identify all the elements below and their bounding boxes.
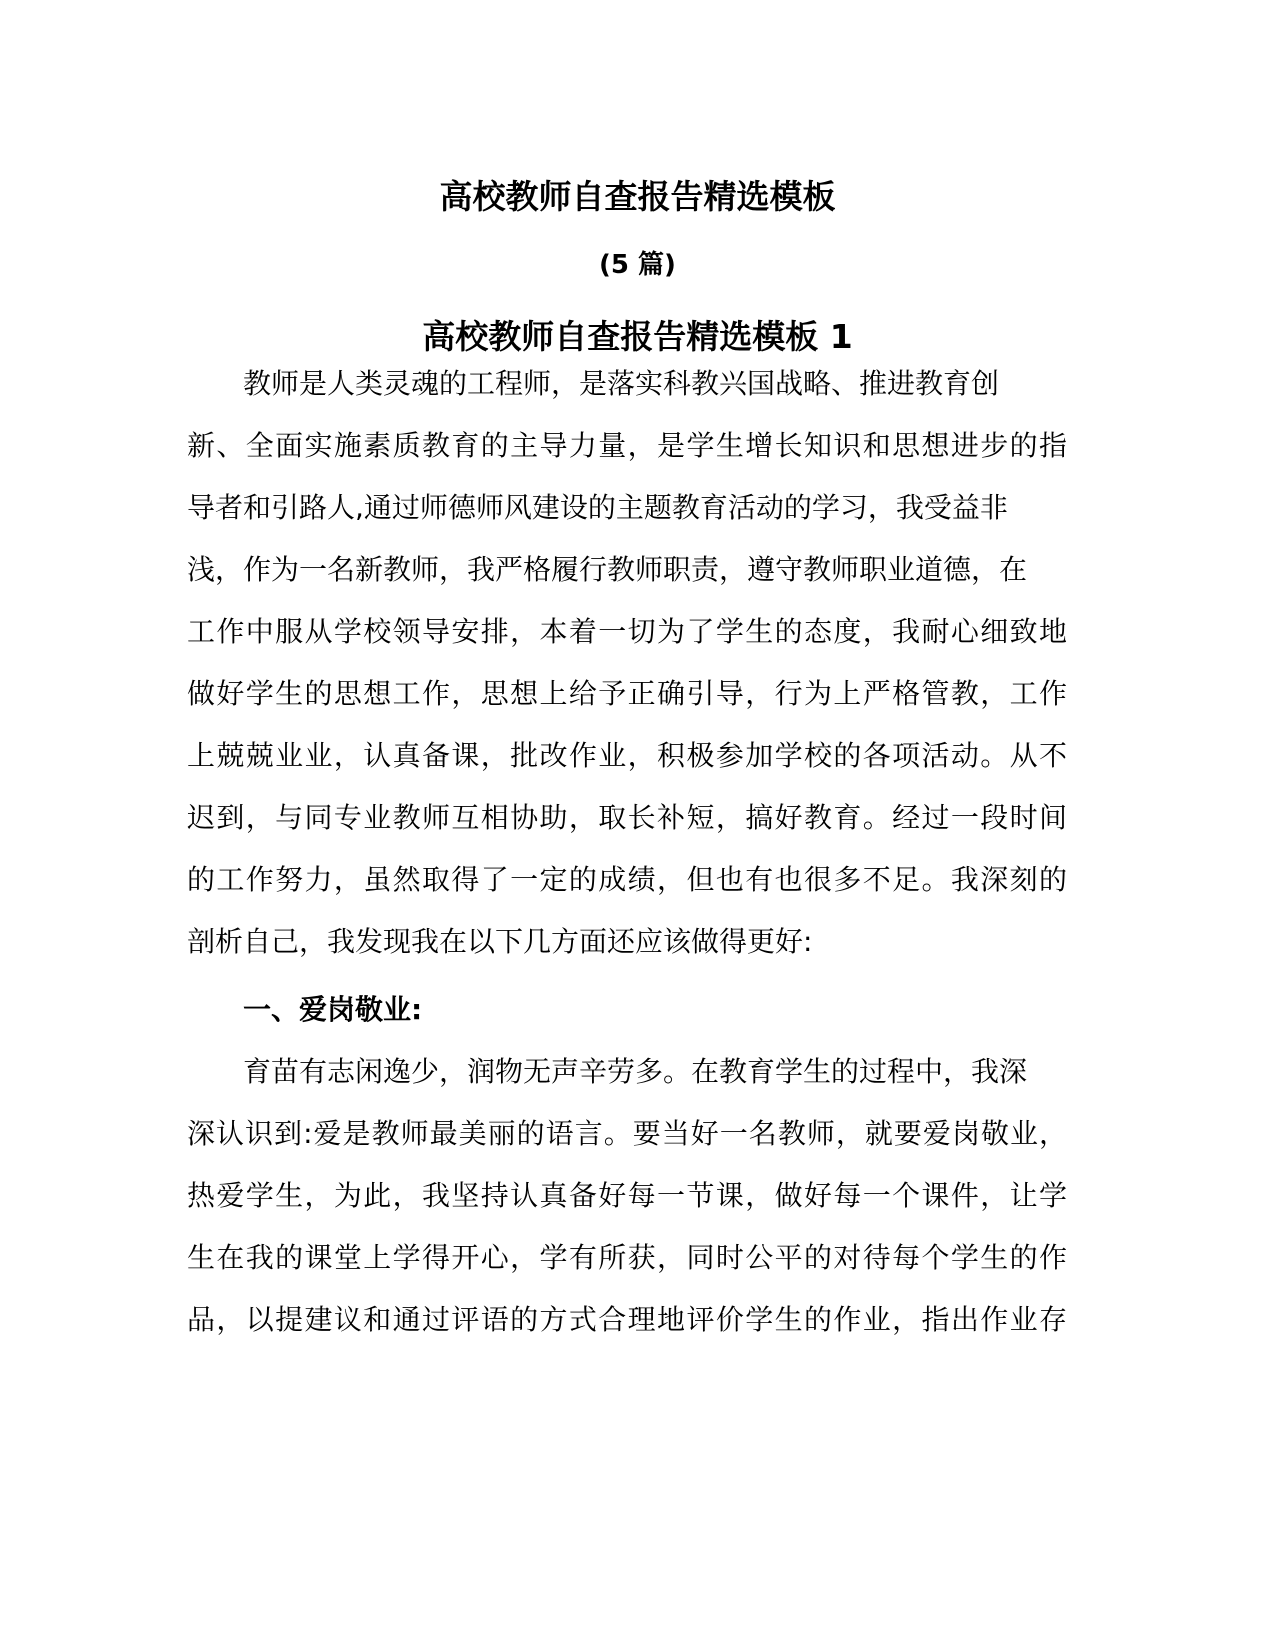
paragraph-line: 深认识到:爱是教师最美丽的语言。要当好一名教师，就要爱岗敬业， (187, 1117, 1067, 1150)
paragraph-line: 热爱学生，为此，我坚持认真备好每一节课，做好每一个课件，让学 (187, 1179, 1067, 1212)
paragraph-line: 育苗有志闲逸少，润物无声辛劳多。在教育学生的过程中，我深 (243, 1055, 1028, 1088)
paragraph-line: 迟到，与同专业教师互相协助，取长补短，搞好教育。经过一段时间 (187, 801, 1067, 834)
paragraph-line: 品，以提建议和通过评语的方式合理地评价学生的作业，指出作业存 (187, 1303, 1067, 1336)
document-title: 高校教师自查报告精选模板 (439, 177, 836, 216)
section-title: 高校教师自查报告精选模板 1 (422, 317, 853, 356)
paragraph-line: 的工作努力，虽然取得了一定的成绩，但也有也很多不足。我深刻的 (187, 863, 1067, 896)
paragraph-line: 上兢兢业业，认真备课，批改作业，积极参加学校的各项活动。从不 (187, 739, 1067, 772)
paragraph-line: 新、全面实施素质教育的主导力量，是学生增长知识和思想进步的指 (187, 429, 1067, 462)
paragraph-line: 剖析自己，我发现我在以下几方面还应该做得更好: (187, 925, 813, 958)
paragraph-line: 导者和引路人,通过师德师风建设的主题教育活动的学习，我受益非 (187, 491, 1008, 524)
paragraph-line: 工作中服从学校领导安排，本着一切为了学生的态度，我耐心细致地 (187, 615, 1067, 648)
section-heading: 一、爱岗敬业: (243, 993, 423, 1026)
paragraph-line: 浅，作为一名新教师，我严格履行教师职责，遵守教师职业道德，在 (187, 553, 1028, 586)
paragraph-line: 生在我的课堂上学得开心，学有所获，同时公平的对待每个学生的作 (187, 1241, 1067, 1274)
paragraph-line: 做好学生的思想工作，思想上给予正确引导，行为上严格管教，工作 (187, 677, 1067, 710)
document-subtitle: (5 篇) (599, 250, 676, 280)
paragraph-line: 教师是人类灵魂的工程师，是落实科教兴国战略、推进教育创 (243, 367, 1000, 400)
